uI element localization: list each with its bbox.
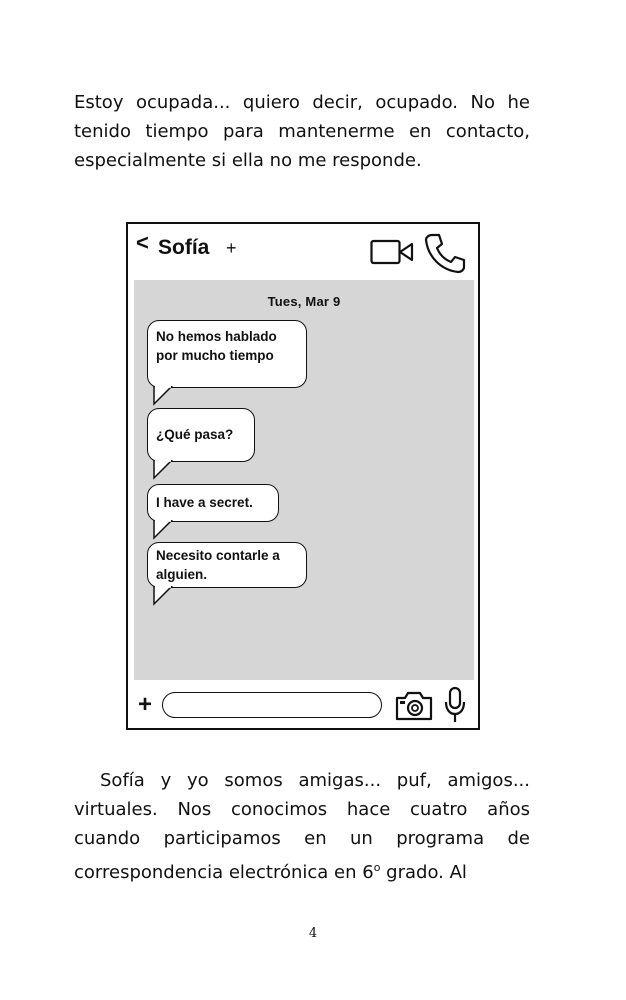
message-input[interactable] [162,692,382,718]
back-arrow-icon[interactable]: < [136,230,149,255]
phone-illustration [126,222,480,730]
camera-icon[interactable] [394,690,434,722]
bubble-tail [152,386,176,406]
add-attachment-button[interactable]: + [138,691,153,718]
bubble-tail [152,520,176,540]
message-text: ¿Qué pasa? [156,427,234,442]
chat-area [134,280,474,680]
paragraph-bottom-tail: grado. Al [380,862,467,883]
ordinal-indicator: o [373,861,381,874]
bubble-tail [152,460,176,480]
page-number: 4 [308,926,318,941]
chat-header [128,224,478,278]
add-contact-button[interactable]: + [226,238,237,258]
microphone-icon[interactable] [444,686,466,724]
message-bubble [147,484,279,522]
paragraph-bottom-text: Sofía y yo somos amigas... puf, amigos... virtuales. Nos conocimos hace cuatro años cuando participamos en un programa de correspondencia electrónica en 6 [74,770,530,883]
date-label: Tues, Mar 9 [267,294,341,309]
message-bubble [147,542,307,588]
bubble-tail [152,586,176,606]
paragraph-top: Estoy ocupada... quiero decir, ocupado. No he tenido tiempo para mantenerme en contacto, especialmente si ella no me responde. [74,92,530,171]
message-text: Necesito contarle a alguien. [156,548,280,582]
paragraph-bottom [74,766,530,887]
message-text: I have a secret. [156,495,253,510]
message-bubble [147,320,307,388]
message-text: No hemos hablado por mucho tiempo [156,329,277,363]
message-input-bar [128,682,478,728]
video-camera-icon[interactable] [370,236,414,268]
contact-name: Sofía [158,236,210,259]
message-bubble [147,408,255,462]
phone-call-icon[interactable] [424,232,466,274]
